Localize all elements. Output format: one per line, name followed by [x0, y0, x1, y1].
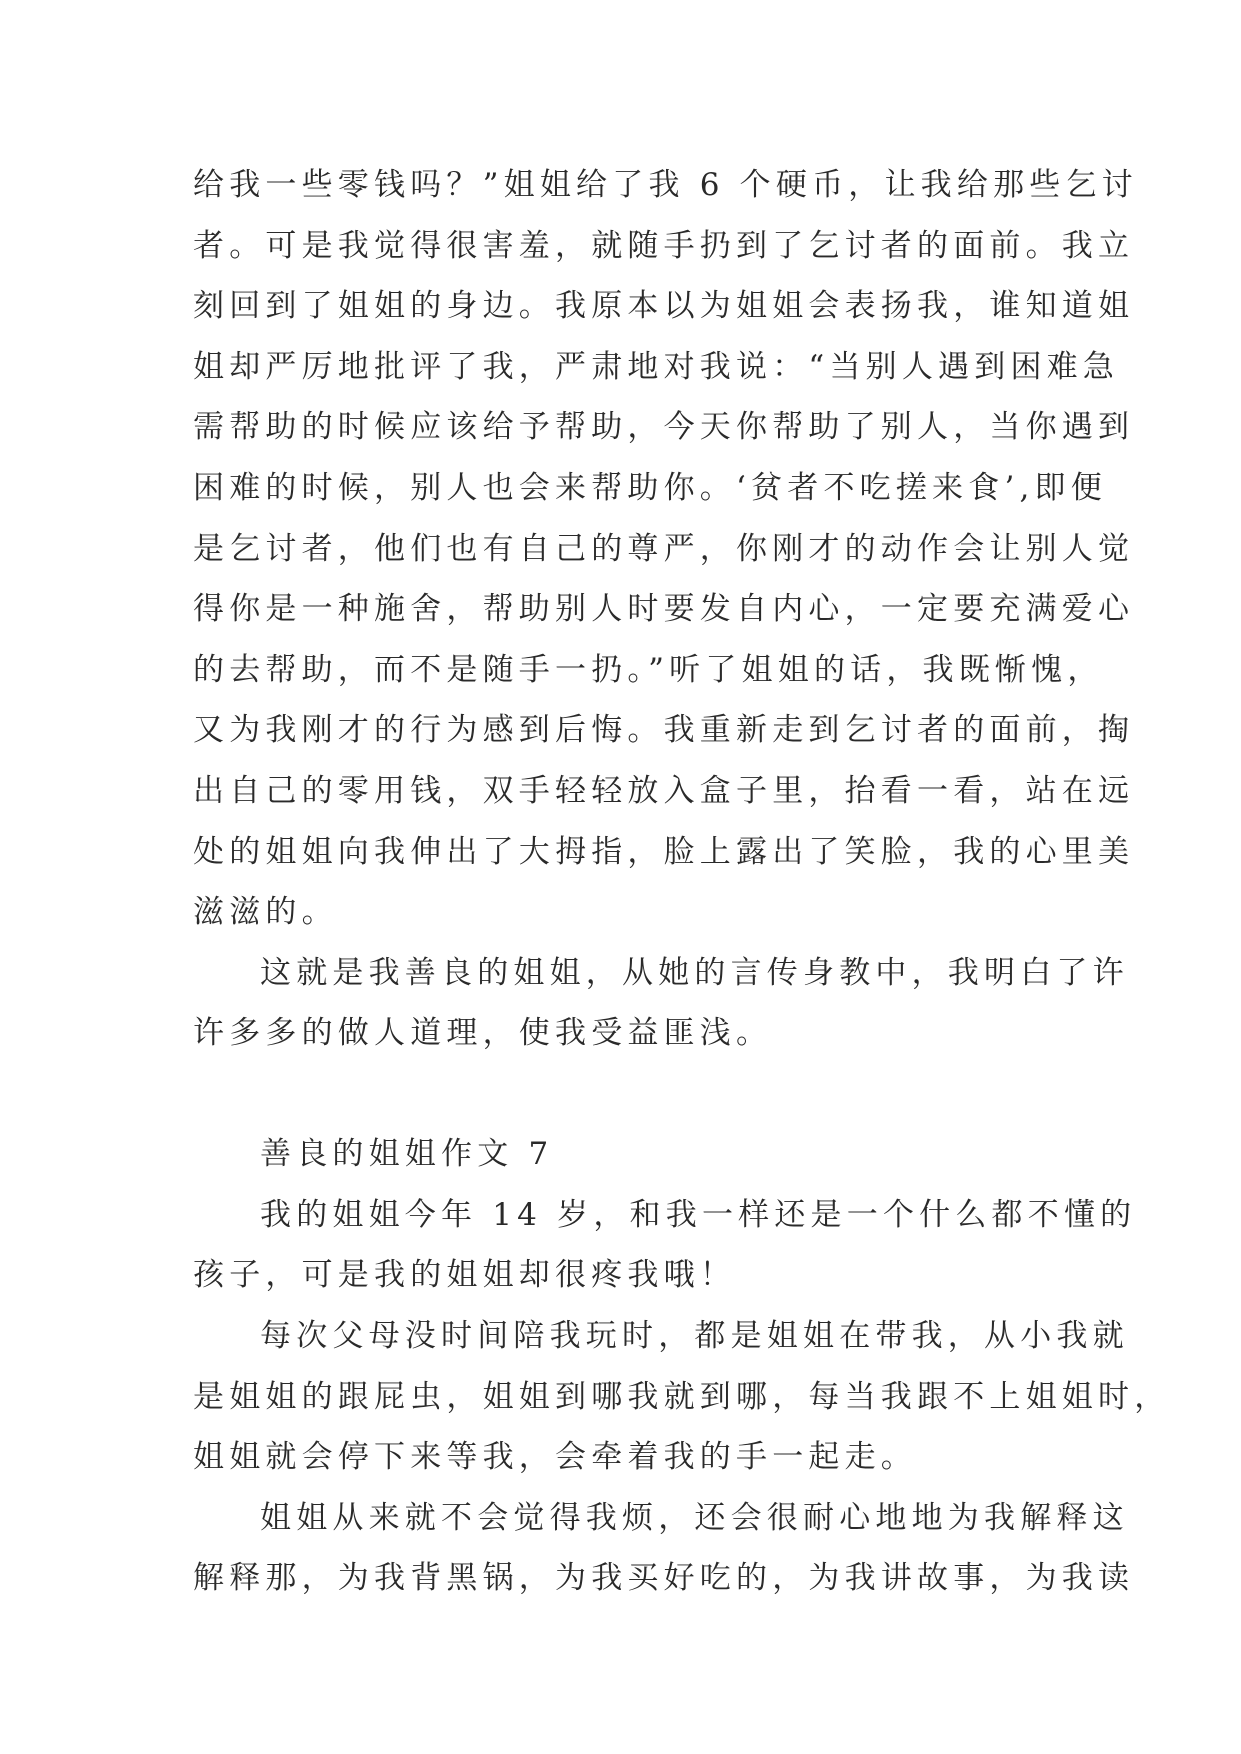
paragraph-line: 许多多的做人道理，使我受益匪浅。	[193, 1015, 773, 1051]
paragraph-line: 每次父母没时间陪我玩时，都是姐姐在带我，从小我就	[260, 1318, 1129, 1354]
paragraph-line: 者。可是我觉得很害羞，就随手扔到了乞讨者的面前。我立	[193, 228, 1135, 264]
paragraph-line: 给我一些零钱吗？”姐姐给了我 6 个硬币，让我给那些乞讨	[193, 167, 1138, 203]
paragraph-line: 的去帮助，而不是随手一扔。”听了姐姐的话，我既惭愧，	[193, 652, 1104, 688]
paragraph-line: 是乞讨者，他们也有自己的尊严，你刚才的动作会让别人觉	[193, 531, 1135, 567]
paragraph-line: 刻回到了姐姐的身边。我原本以为姐姐会表扬我，谁知道姐	[193, 288, 1135, 324]
paragraph-line: 解释那，为我背黑锅，为我买好吃的，为我讲故事，为我读	[193, 1560, 1135, 1596]
paragraph-line: 姐却严厉地批评了我，严肃地对我说：“当别人遇到困难急	[193, 349, 1120, 385]
paragraph-line: 孩子，可是我的姐姐却很疼我哦！	[193, 1257, 736, 1293]
paragraph-line: 姐姐就会停下来等我，会牵着我的手一起走。	[193, 1439, 917, 1475]
paragraph-line: 得你是一种施舍，帮助别人时要发自内心，一定要充满爱心	[193, 591, 1135, 627]
paragraph-line: 处的姐姐向我伸出了大拇指，脸上露出了笑脸，我的心里美	[193, 834, 1135, 870]
paragraph-line: 滋滋的。	[193, 894, 338, 930]
paragraph-line: 这就是我善良的姐姐，从她的言传身教中，我明白了许	[260, 955, 1129, 991]
paragraph-line: 姐姐从来就不会觉得我烦，还会很耐心地地为我解释这	[260, 1500, 1129, 1536]
paragraph-line: 又为我刚才的行为感到后悔。我重新走到乞讨者的面前，掏	[193, 712, 1135, 748]
paragraph-line: 需帮助的时候应该给予帮助，今天你帮助了别人，当你遇到	[193, 409, 1135, 445]
paragraph-line: 出自己的零用钱，双手轻轻放入盒子里，抬看一看，站在远	[193, 773, 1135, 809]
paragraph-line: 困难的时候，别人也会来帮助你。‘贫者不吃搓来食’,即便	[193, 470, 1107, 506]
paragraph-line: 是姐姐的跟屁虫，姐姐到哪我就到哪，每当我跟不上姐姐时，	[193, 1379, 1171, 1415]
section-heading: 善良的姐姐作文 7	[260, 1136, 554, 1172]
paragraph-line: 我的姐姐今年 14 岁，和我一样还是一个什么都不懂的	[260, 1197, 1137, 1233]
